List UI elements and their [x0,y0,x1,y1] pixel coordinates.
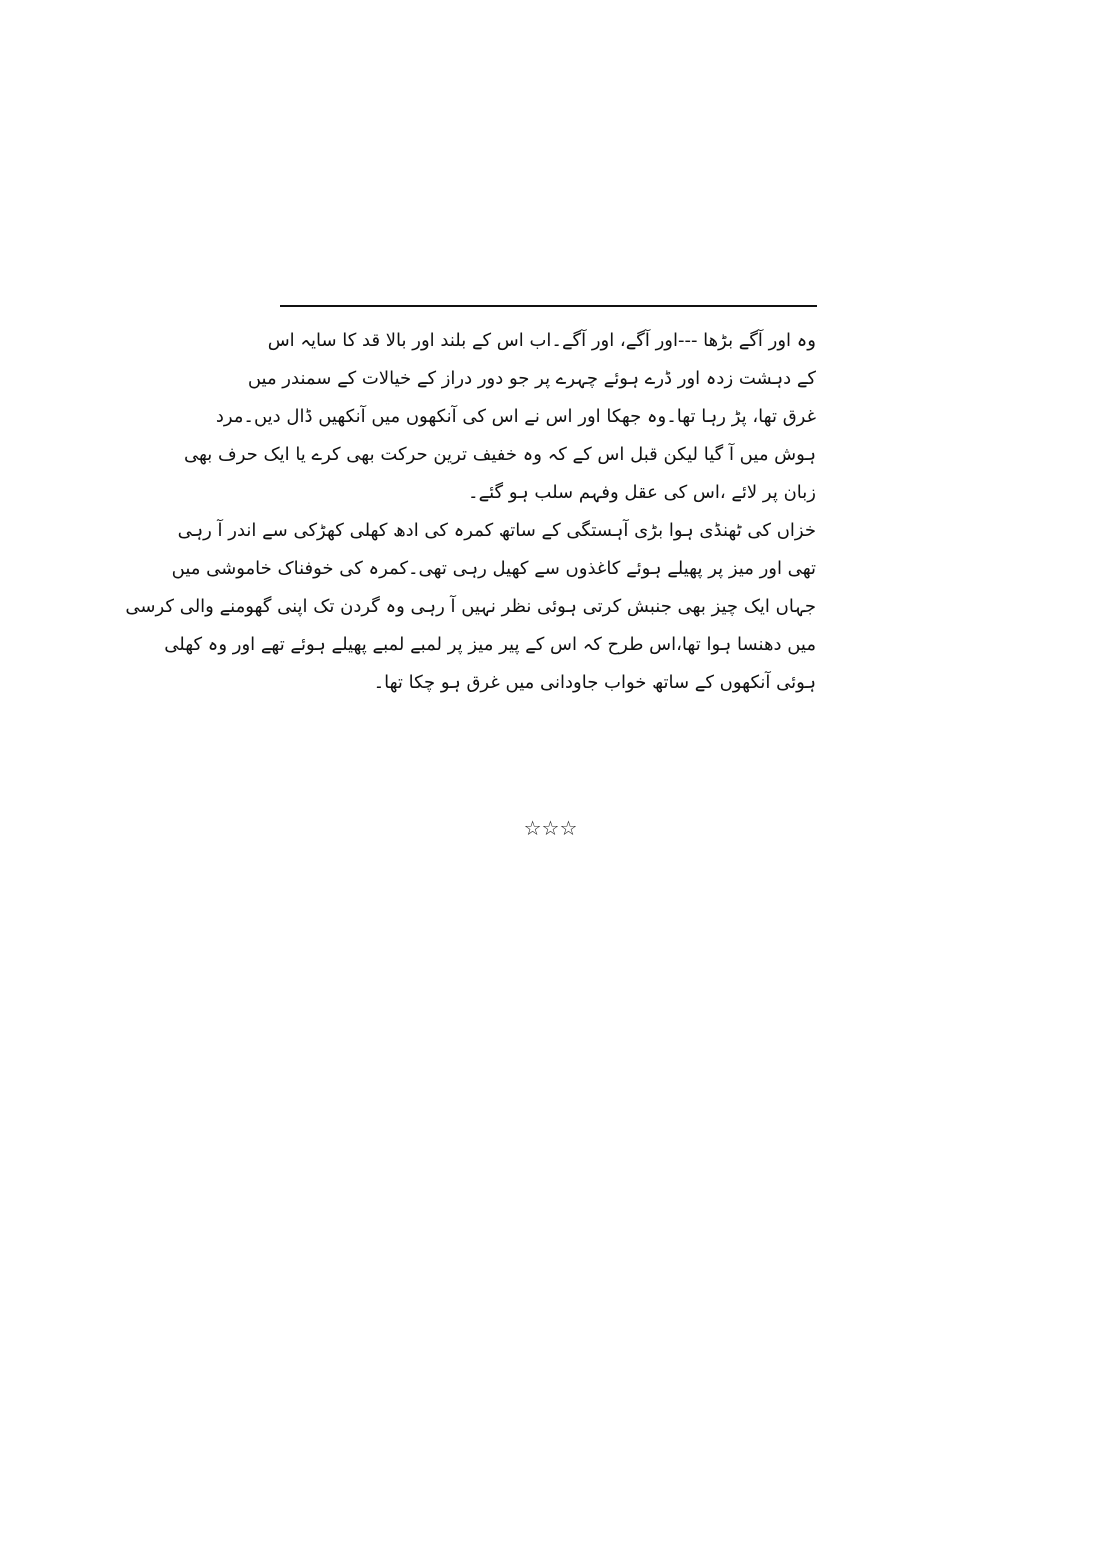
section-separator: ☆☆☆ [523,816,578,840]
text-line: غرق تھا، پڑ رہا تھا۔وہ جھکا اور اس نے اس کی آنکھوں میں آنکھیں ڈال دیں۔مرد [215,406,816,427]
paragraph-2 [125,512,816,702]
story-text [125,322,816,702]
paragraph-1 [184,322,816,512]
text-line: ہوش میں آ گیا لیکن قبل اس کے کہ وہ خفیف ترین حرکت بھی کرے یا ایک حرف بھی [184,444,816,465]
text-line: جہاں ایک چیز بھی جنبش کرتی ہوئی نظر نہیں آ رہی وہ گردن تک اپنی گھومنے والی کرسی [125,596,816,617]
text-line: میں دھنسا ہوا تھا،اس طرح کہ اس کے پیر میز پر لمبے لمبے پھیلے ہوئے تھے اور وہ کھلی [164,634,816,655]
text-line: کے دہشت زدہ اور ڈرے ہوئے چہرے پر جو دور دراز کے خیالات کے سمندر میں [247,368,816,389]
top-rule [280,305,817,307]
text-line: وہ اور آگے بڑھا ---اور آگے، اور آگے۔اب اس کے بلند اور بالا قد کا سایہ اس [267,330,816,351]
text-line: خزاں کی ٹھنڈی ہوا بڑی آہستگی کے ساتھ کمرہ کی ادھ کھلی کھڑکی سے اندر آ رہی [177,520,816,541]
text-line: ہوئی آنکھوں کے ساتھ خواب جاودانی میں غرق ہو چکا تھا۔ [373,672,816,693]
text-line: زبان پر لائے ،اس کی عقل وفہم سلب ہو گئے۔ [468,482,816,503]
text-line: تھی اور میز پر پھیلے ہوئے کاغذوں سے کھیل رہی تھی۔کمرہ کی خوفناک خاموشی میں [171,558,816,579]
